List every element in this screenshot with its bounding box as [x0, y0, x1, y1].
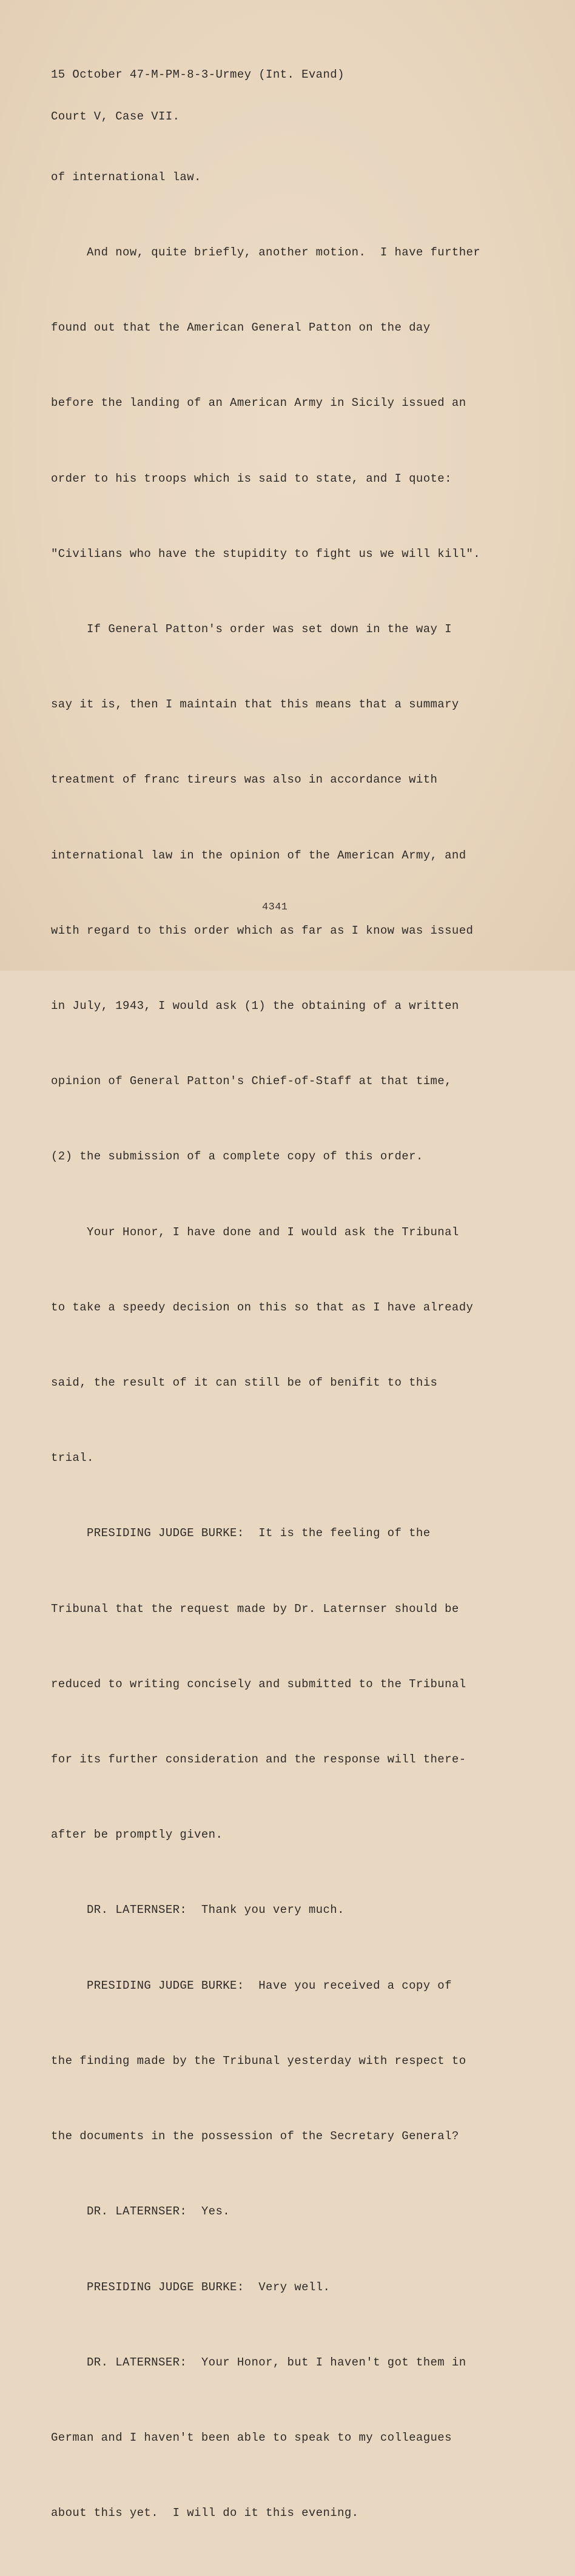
transcript-line: trial.: [51, 1451, 94, 1465]
transcript-line: international law in the opinion of the American Army, and: [51, 848, 466, 862]
transcript-line: PRESIDING JUDGE BURKE: Have you received a copy of: [51, 1978, 452, 1992]
transcript-line: "Civilians who have the stupidity to fight us we will kill".: [51, 547, 481, 561]
transcript-line: Tribunal that the request made by Dr. Laternser should be: [51, 1602, 459, 1616]
transcript-line: the finding made by the Tribunal yesterday with respect to: [51, 2054, 466, 2068]
transcript-line: to take a speedy decision on this so that as I have already: [51, 1300, 474, 1314]
transcript-line: for its further consideration and the response will there-: [51, 1753, 466, 1767]
transcript-line: order to his troops which is said to state, and I quote:: [51, 471, 452, 485]
transcript-line: after be promptly given.: [51, 1828, 223, 1842]
transcript-line: German and I haven't been able to speak to my colleagues: [51, 2430, 452, 2444]
header-line-date: 15 October 47-M-PM-8-3-Urmey (Int. Evand): [51, 68, 345, 81]
transcript-line: with regard to this order which as far as I know was issued: [51, 923, 474, 937]
transcript-line: And now, quite briefly, another motion. I have further: [51, 246, 481, 260]
transcript-line: DR. LATERNSER: Your Honor, but I haven't got them in: [51, 2355, 466, 2369]
transcript-line: PRESIDING JUDGE BURKE: It is the feeling of the: [51, 1526, 431, 1540]
transcript-line: Your Honor, I have done and I would ask the Tribunal: [51, 1225, 459, 1239]
transcript-line: treatment of franc tireurs was also in accordance with: [51, 773, 438, 787]
transcript-line: DR. LATERNSER: Yes.: [51, 2205, 230, 2219]
page-number: 4341: [262, 902, 288, 913]
transcript-line: (2) the submission of a complete copy of this order.: [51, 1150, 423, 1164]
transcript-line: the documents in the possession of the Secretary General?: [51, 2129, 459, 2143]
transcript-line: say it is, then I maintain that this means that a summary: [51, 698, 459, 712]
transcript-line: DR. LATERNSER: Thank you very much.: [51, 1903, 345, 1917]
transcript-line: If General Patton's order was set down in the way I: [51, 622, 452, 636]
transcript-line: about this yet. I will do it this evening.: [51, 2506, 359, 2520]
transcript-line: opinion of General Patton's Chief-of-Staff at that time,: [51, 1074, 452, 1088]
transcript-line: reduced to writing concisely and submitted to the Tribunal: [51, 1677, 466, 1691]
transcript-line: of international law.: [51, 170, 201, 184]
transcript-line: found out that the American General Patton on the day: [51, 321, 431, 335]
transcript-line: PRESIDING JUDGE BURKE: Very well.: [51, 2280, 331, 2294]
transcript-line: in July, 1943, I would ask (1) the obtaining of a written: [51, 999, 459, 1013]
transcript-line: said, the result of it can still be of benifit to this: [51, 1376, 438, 1390]
header-line-court: Court V, Case VII.: [51, 110, 180, 123]
transcript-line: before the landing of an American Army in Sicily issued an: [51, 396, 466, 410]
transcript-body: [51, 115, 480, 2576]
